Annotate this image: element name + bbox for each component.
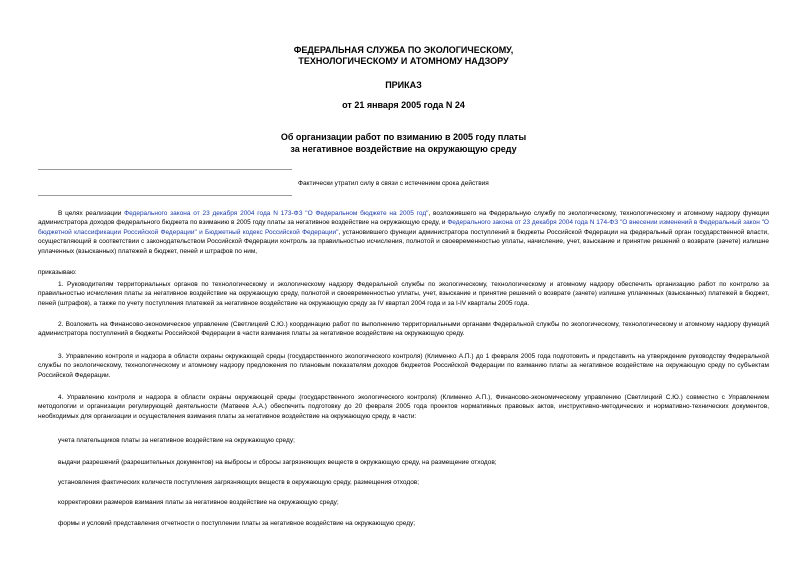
- doc-type: ПРИКАЗ: [385, 80, 422, 90]
- federal-law-173-link[interactable]: Федерального закона от 23 декабря 2004 года N 173-ФЗ "О Федеральном бюджете на 2005 год": [124, 210, 429, 217]
- title-line-2: за негативное воздействие на окружающую среду: [290, 144, 517, 154]
- preamble: [38, 209, 769, 256]
- paragraph-3: 3. Управлению контроля и надзора в области охраны окружающей среды (государственного экологического контроля) (Клименко А.П.) до 1 февраля 2005 года подготовить и представить на утверждение руководству Федеральной службы по экологическому, технологическому и атомному надзору предложения по плановым показателям доходов бюджетов Российской Федерации по взиманию платы за негативное воздействие на окружающую среду по субъектам Российской Федерации.: [38, 353, 769, 379]
- preamble-text-2: , возложившего на Федеральную службу по экологическому, технологическому и атомному надзору функции администратора доходов федерального бюджета по взиманию в 2005 году платы за негативное воздействие на окружающую среду, и: [38, 210, 770, 227]
- preamble-text-1: В целях реализации: [58, 210, 125, 217]
- list-item: корректировки размеров взимания платы за негативное воздействие на окружающую среду;: [58, 499, 339, 506]
- federal-law-174-link[interactable]: Федерального закона от 23 декабря 2004 года N 174-ФЗ "О внесении изменений в Федеральный закон "О бюджетной классификации Российской Федерации" и Бюджетный кодекс Российской Федерации": [38, 219, 769, 236]
- doc-date: от 21 января 2005 года N 24: [342, 100, 465, 110]
- list-item: выдачи разрешений (разрешительных документов) на выбросы и сбросы загрязняющих веществ в окружающую среду, на размещение отходов;: [58, 459, 497, 466]
- title-line-1: Об организации работ по взиманию в 2005 году платы: [280, 132, 527, 142]
- list-item: установления фактических количеств поступления загрязняющих веществ в окружающую среду, размещения отходов;: [58, 479, 420, 486]
- agency-line-1: ФЕДЕРАЛЬНАЯ СЛУЖБА ПО ЭКОЛОГИЧЕСКОМУ,: [293, 45, 514, 55]
- bottom-rule: [38, 195, 292, 196]
- paragraph-4: 4. Управлению контроля и надзора в области охраны окружающей среды (государственного экологического контроля) (Клименко А.П.), Финансово-экономическому управлению (Светлицкий С.Ю.) совместно с Управлением методологии и организации регулирующей деятельности (Матвеев А.А.) обеспечить подготовку до 20 февраля 2005 года проектов нормативных правовых актов, инструктивно-методических и нормативно-технических документов, необходимых для организации и осуществления взимания платы за негативное воздействие на окружающую среду, в части:: [38, 394, 769, 420]
- list-item: формы и условий представления отчетности о поступлении платы за негативное воздействие на окружающую среду;: [58, 520, 416, 527]
- status-note: Фактически утратил силу в связи с истечением срока действия: [298, 180, 489, 187]
- list-item: учета плательщиков платы за негативное воздействие на окружающую среду;: [58, 437, 295, 444]
- paragraph-2: 2. Возложить на Финансово-экономическое управление (Светлицкий С.Ю.) координацию работ по выполнению территориальными органами Федеральной службы по экологическому, технологическому и атомному надзору функций администратора поступлений в бюджеты Российской Федерации в части взимания платы за негативное воздействие на окружающую среду.: [38, 321, 769, 338]
- preamble-text-3: , установившего функции администратора поступлений в бюджеты Российской Федерации на федеральный орган государственной власти, осуществляющий в соответствии с законодательством Российской Федерации контроль за правильностью исчисления, полнотой и своевременностью уплаты, начисление, учет, взыскание и принятие решений о возврате (зачете) излишне уплаченных (взысканных) платежей в бюджет, пеней и штрафов по ним,: [38, 228, 769, 255]
- orders-label: приказываю:: [38, 269, 77, 276]
- paragraph-1: 1. Руководителям территориальных органов по технологическому и экологическому надзору Федеральной службы по экологическому, технологическому и атомному надзору обеспечить организацию работ по контролю за правильностью исчисления платы за негативное воздействие на окружающую среду, полнотой и своевременностью уплаты, учет, взыскание и принятие решений о возврате (зачете) излишне уплаченных (взысканных) платежей в бюджет, пеней (штрафов), а также по учету поступления платежей за негативное воздействие на окружающую среду за IV квартал 2004 года и за I-IV кварталы 2005 года.: [38, 281, 769, 307]
- top-rule: [38, 169, 292, 170]
- agency-line-2: ТЕХНОЛОГИЧЕСКОМУ И АТОМНОМУ НАДЗОРУ: [298, 56, 509, 66]
